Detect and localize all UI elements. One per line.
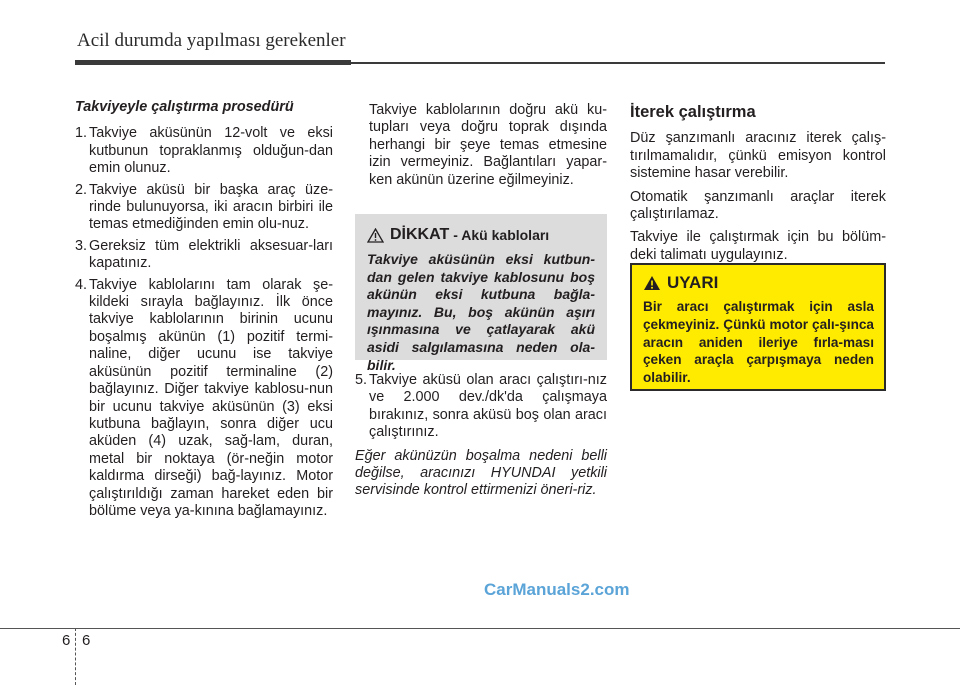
warning-label: UYARI [667,273,719,292]
step-text: Gereksiz tüm elektrikli aksesuar-ları kapatınız. [89,237,333,272]
caution-box [355,214,607,373]
step-number: 2. [75,181,88,198]
procedure-subheading: Takviyeyle çalıştırma prosedürü [75,99,294,115]
list-item [75,238,333,273]
section-number: 6 [62,632,71,649]
step-text: Takviye kablolarını tam olarak şe-kildeki sırayla bağlayınız. İlk önce takviye kablolarının birinin ucunu boşalmış akünün (1) pozitif termi-naline, diğer ucunu ise takviye aküsünün pozitif terminaline (2) bağlayınız. Diğer takviye kablosu-nun bir ucunu takviye aküsünün (3) eksi kutbuna bağlayın, sonra diğer ucu aküden (4) uzak, sağ-lam, duran, metal bir noktaya (ör-neğin motor kaldırma dirseği) bağ-layınız. Motor çalıştırıldığı zaman hareket eden bir bölüme veya ya-kınına bağlamayınız. [89,276,333,519]
warning-triangle-icon [643,275,661,291]
list-item [75,277,333,521]
left-column [75,99,333,524]
caution-title [367,226,595,244]
caution-label: DİKKAT [390,226,450,243]
list-item [75,125,333,177]
step-text: Takviye aküsünün 12-volt ve eksi kutbunun topraklanmış olduğun-dan emin olunuz. [89,125,333,177]
watermark-link[interactable]: CarManuals2.com [484,580,630,599]
step-number: 4. [75,276,88,293]
step-number: 1. [75,125,88,142]
middle-column-top [355,102,607,189]
warning-title [643,273,874,293]
list-item [75,182,333,234]
right-column [630,104,886,264]
paragraph: Otomatik şanzımanlı araçlar iterek çalıştırılamaz. [630,188,886,223]
header-rule-thick [75,60,351,65]
warning-triangle-icon [367,228,384,243]
warning-body: Bir aracı çalıştırmak için asla çekmeyiniz. Çünkü motor çalı-şınca aracın aniden ileriye fırla-ması çeken araçla çarpışmaya neden olabilir. [643,299,874,386]
footer-divider [75,628,76,685]
note-paragraph: Eğer akünüzün boşalma nedeni belli değilse, aracınızı HYUNDAI yetkili servisinde kontrol ettirmenizi öneri-riz. [355,447,607,499]
header-rule-thin [351,62,885,64]
middle-column-bottom [355,372,607,500]
caution-body: Takviye aküsünün eksi kutbun-dan gelen takviye kablosunu boş akünün eksi kutbuna bağla-mayınız. Bu, boş akünün aşırı ışınmasına ve çatlayarak akü asidi salgılamasına neden ola-bilir. [367,251,595,373]
steps-list [75,125,333,520]
step-text: Takviye aküsü olan aracı çalıştırı-nız ve 2.000 dev./dk'da çalışmaya bırakınız, sonra aküsü boş olan aracı çalıştırınız. [369,372,607,441]
step-text: Takviye aküsü bir başka araç üze-rinde bulunuyorsa, iki aracın birbiri ile temas etmediğinden emin olu-nuz. [89,181,333,233]
list-item [355,372,607,442]
caution-sublabel: - Akü kabloları [453,227,550,243]
continued-paragraph: Takviye kablolarının doğru akü ku-tupları veya doğru toprak dışında herhangi bir şeye temas etmesine izin vermeyiniz. Bağlantıları yapar-ken akünün üzerine eğilmeyiniz. [369,102,607,188]
page-number: 6 [82,632,91,649]
paragraph: Takviye ile çalıştırmak için bu bölüm-deki talimatı uygulayınız. [630,229,886,263]
steps-list-continued [355,372,607,442]
footer-rule [0,628,960,629]
section-heading: İterek çalıştırma [630,103,756,121]
paragraph: Düz şanzımanlı aracınız iterek çalış-tırılmamalıdır, çünkü emisyon kontrol sistemine hasar verebilir. [630,130,886,182]
step-number: 5. [355,372,368,388]
header-title: Acil durumda yapılması gerekenler [77,30,346,51]
warning-box [630,263,886,391]
step-number: 3. [75,237,88,254]
